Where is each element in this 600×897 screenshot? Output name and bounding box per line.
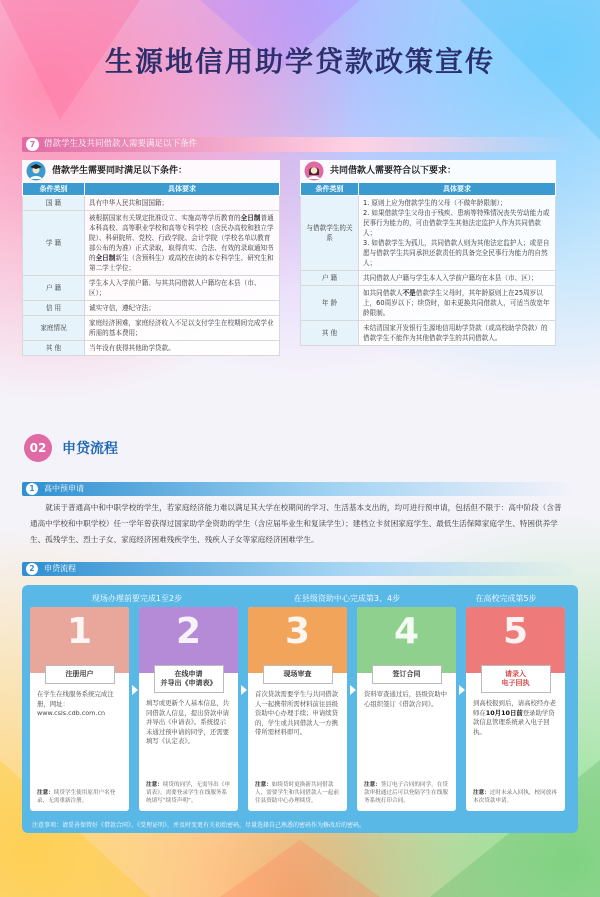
section1-heading <box>22 137 578 152</box>
step-note: 注意：续贷的同学，无需导出《申请表》，需要登录学生在线服务系统填写“续贷声明”。 <box>146 782 230 804</box>
step-note: 注意：如续贷时更换新共同借款人，需要学生和共同借款人一起前往县资助中心办理续贷。 <box>255 782 339 804</box>
step-number: 1 <box>66 611 93 652</box>
step-body: 资料审查通过后，县级资助中心组织签订《借款合同》。 <box>364 690 448 708</box>
table-row: 学 籍 被根据国家有关规定批准设立、实施高等学历教育的全日制普通本科高校、高等职业学校和高等专科学校（含民办高校和独立学院）、科研院所、党校、行政学院、会计学院（学校名单以教育部公布的为准）正式录取，取得真实、合法、有效的录取通知书的全日制新生（含预科生）或高校在读的本专科学生、研究生和第二学士学位； <box>23 211 280 276</box>
process-step-1 <box>30 607 129 811</box>
table-row: 其 他 当年没有获得其他助学贷款。 <box>23 341 280 356</box>
pre-application-paragraph: 就读于普通高中和中职学校的学生，若家庭经济能力难以满足其大学在校期间的学习、生活基本支出的，均可进行预申请，包括但不限于：高中阶段（含普通高中学校和中职学校）任一学年曾获得过国家助学金资助的学生（含应届毕业生和复读学生）；建档立卡贫困家庭学生、最低生活保障家庭学生、特困供养学生、孤残学生、烈士子女、家庭经济困难残疾学生、残疾人子女等家庭经济困难学生。 <box>30 503 562 544</box>
page-title: 生源地信用助学贷款政策宣传 <box>104 45 495 78</box>
col-category: 条件类别 <box>301 183 359 196</box>
col-category: 条件类别 <box>23 183 85 196</box>
phase-label: 在高校完成第5步 <box>475 594 537 603</box>
arrow-right-icon <box>132 685 138 695</box>
process-step-2 <box>139 607 238 811</box>
step-body: 到高校报到后，请高校经办老师在10月10日前登录助学贷款信息管理系统录入电子回执。 <box>473 699 557 736</box>
loan-process-flow <box>22 585 578 833</box>
step-label: 签订合同 <box>372 665 442 684</box>
subsection-loan-process: 2 申贷流程 <box>22 562 578 576</box>
table-row: 其 他 未结清国家开发银行生源地信用助学贷款（或高校助学贷款）的借款学生不能作为其他借款学生的共同借款人。 <box>301 321 556 346</box>
section2-number: 02 <box>24 434 52 462</box>
process-step-5 <box>466 607 565 811</box>
col-requirement: 具体要求 <box>359 183 556 196</box>
table-row: 信 用 诚实守信，遵纪守法； <box>23 301 280 316</box>
subsection-pre-application: 1 高中预申请 <box>22 482 578 496</box>
step-label: 请录入 电子回执 <box>481 665 551 693</box>
arrow-right-icon <box>241 685 247 695</box>
process-step-3 <box>248 607 347 811</box>
cosigner-conditions-panel <box>300 160 556 346</box>
table-row: 与借款学生的关系 1. 原则上应为借款学生的父母（不做年龄限制）； 2. 如果借款学生父母由于残疾、患病等特殊情况丧失劳动能力或民事行为能力的，可由借款学生其他法定监护人作为共同借款人； 3. 如借款学生为孤儿，共同借款人则为其他法定监护人；或是自愿与借款学生共同承担还款责任的具备完全民事行为能力的自然人； <box>301 196 556 271</box>
table-row: 家庭情况 家庭经济困难，家庭经济收入不足以支付学生在校期间完成学业所需的基本费用； <box>23 316 280 341</box>
student-conditions-title: 借款学生需要同时满足以下条件： <box>22 160 280 182</box>
section2-heading <box>24 434 184 462</box>
graduate-avatar-icon <box>26 161 46 181</box>
step-label: 现场审查 <box>263 665 333 684</box>
col-requirement: 具体要求 <box>85 183 280 196</box>
step-number: 2 <box>175 611 202 652</box>
section1-heading-text: 借款学生及共同借款人需要满足以下条件 <box>44 139 198 149</box>
footnote: 注意事项：请妥善保管好《借款合同》、《受理证明》，并及时变更有关初始密码，尽量选择自己熟悉的密码作为修改后的密码。 <box>32 822 366 829</box>
phase-label: 在县级资助中心完成第3、4步 <box>293 594 401 603</box>
step-body: 在学生在线服务系统完成注册，网址：www.csls.cdb.com.cn <box>37 690 114 717</box>
step-number: 4 <box>393 611 420 652</box>
step-note: 注意：过时未录入回执，校同放再本次贷款申请。 <box>473 790 557 804</box>
step-body: 首次贷款需要学生与共同借款人一起携带所需材料前往县级资助中心办理手续；申请续贷的，学生或共同借款人一方携带所需材料即可。 <box>255 690 339 736</box>
woman-avatar-icon <box>304 161 324 181</box>
table-row: 年 龄 如共同借款人不是借款学生父母时，其年龄原则上在25周岁以上，60周岁以下；续贷时，如未更换共同借款人，可适当放宽年龄限制。 <box>301 286 556 321</box>
step-label: 在线申请 并导出《申请表》 <box>154 665 224 693</box>
table-row: 户 籍 学生本人入学前户籍、与其共同借款人户籍均在本县（市、区）； <box>23 276 280 301</box>
step-number: 5 <box>502 611 529 652</box>
step-note: 注意：续贷学生使用原用户名登录，无需重新注册。 <box>37 790 116 804</box>
section1-number: 7 <box>26 138 39 151</box>
student-conditions-table <box>22 182 280 356</box>
step-number: 3 <box>284 611 311 652</box>
cosigner-conditions-table <box>300 182 556 346</box>
step-note: 注意：签订电子合同的同学，在贷款审批通过后可以登陆学生在线服务系统打印合同。 <box>364 782 448 804</box>
process-step-4 <box>357 607 456 811</box>
table-row: 国 籍 具有中华人民共和国国籍； <box>23 196 280 211</box>
phase-label: 现场办理前要完成1至2步 <box>91 594 183 603</box>
step-body: 填写或更新个人基本信息、共同借款人信息，提出贷款申请并导出《申请表》。系统提示未通过预申请的同学，还需要填写《认定表》。 <box>146 699 230 745</box>
arrow-right-icon <box>459 685 465 695</box>
table-row: 户 籍 共同借款人户籍与学生本人入学前户籍均在本县（市、区）； <box>301 271 556 286</box>
student-conditions-panel <box>22 160 280 356</box>
step-label: 注册用户 <box>45 665 115 684</box>
cosigner-conditions-title: 共同借款人需要符合以下要求： <box>300 160 556 182</box>
arrow-right-icon <box>350 685 356 695</box>
section2-heading-text: 申贷流程 <box>62 441 118 457</box>
